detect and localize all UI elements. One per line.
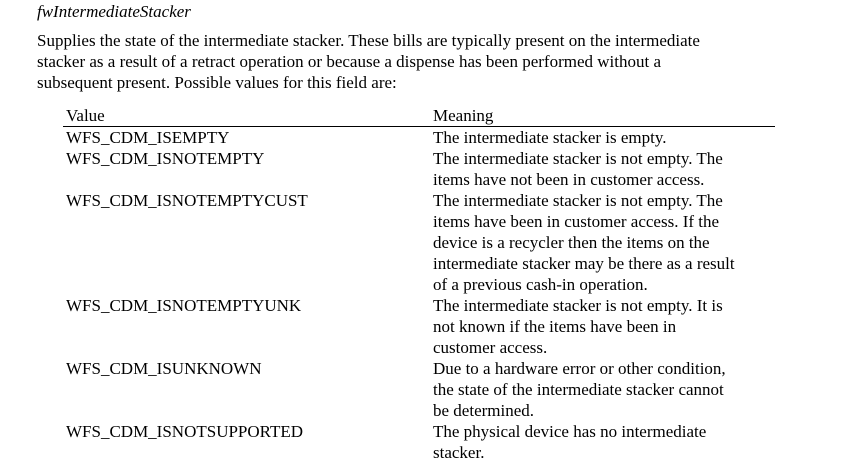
table-row: [63, 295, 775, 358]
row-meaning: The physical device has no intermediate stacker.: [433, 422, 707, 462]
row-meaning: The intermediate stacker is not empty. The items have been in customer access. If the device is a recycler then the items on the intermediate stacker may be there as a result of a previous cash-in operation.: [433, 191, 735, 294]
table-header: [63, 105, 775, 127]
header-value: Value: [66, 106, 105, 125]
row-meaning: The intermediate stacker is not empty. The items have not been in customer access.: [433, 149, 723, 189]
row-value: WFS_CDM_ISNOTEMPTY: [66, 149, 265, 168]
table-row: [63, 148, 775, 190]
row-value: WFS_CDM_ISNOTEMPTYCUST: [66, 191, 308, 210]
row-meaning: Due to a hardware error or other condition, the state of the intermediate stacker cannot be determined.: [433, 359, 726, 420]
table-row: [63, 127, 775, 148]
table-row: [63, 190, 775, 295]
row-meaning: The intermediate stacker is not empty. It is not known if the items have been in customer access.: [433, 296, 723, 357]
row-value: WFS_CDM_ISNOTEMPTYUNK: [66, 296, 302, 315]
field-name-heading: fwIntermediateStacker: [37, 2, 191, 21]
row-value: WFS_CDM_ISNOTSUPPORTED: [66, 422, 304, 441]
row-value: WFS_CDM_ISUNKNOWN: [66, 359, 262, 378]
table-row: [63, 421, 775, 463]
field-description: Supplies the state of the intermediate stacker. These bills are typically present on the intermediate stacker as a result of a retract operation or because a dispense has been performed without a subsequent present. Possible values for this field are:: [37, 31, 700, 92]
row-meaning: The intermediate stacker is empty.: [433, 128, 667, 147]
header-meaning: Meaning: [433, 106, 494, 125]
table-row: [63, 358, 775, 421]
row-value: WFS_CDM_ISEMPTY: [66, 128, 230, 147]
values-table: [63, 105, 775, 463]
